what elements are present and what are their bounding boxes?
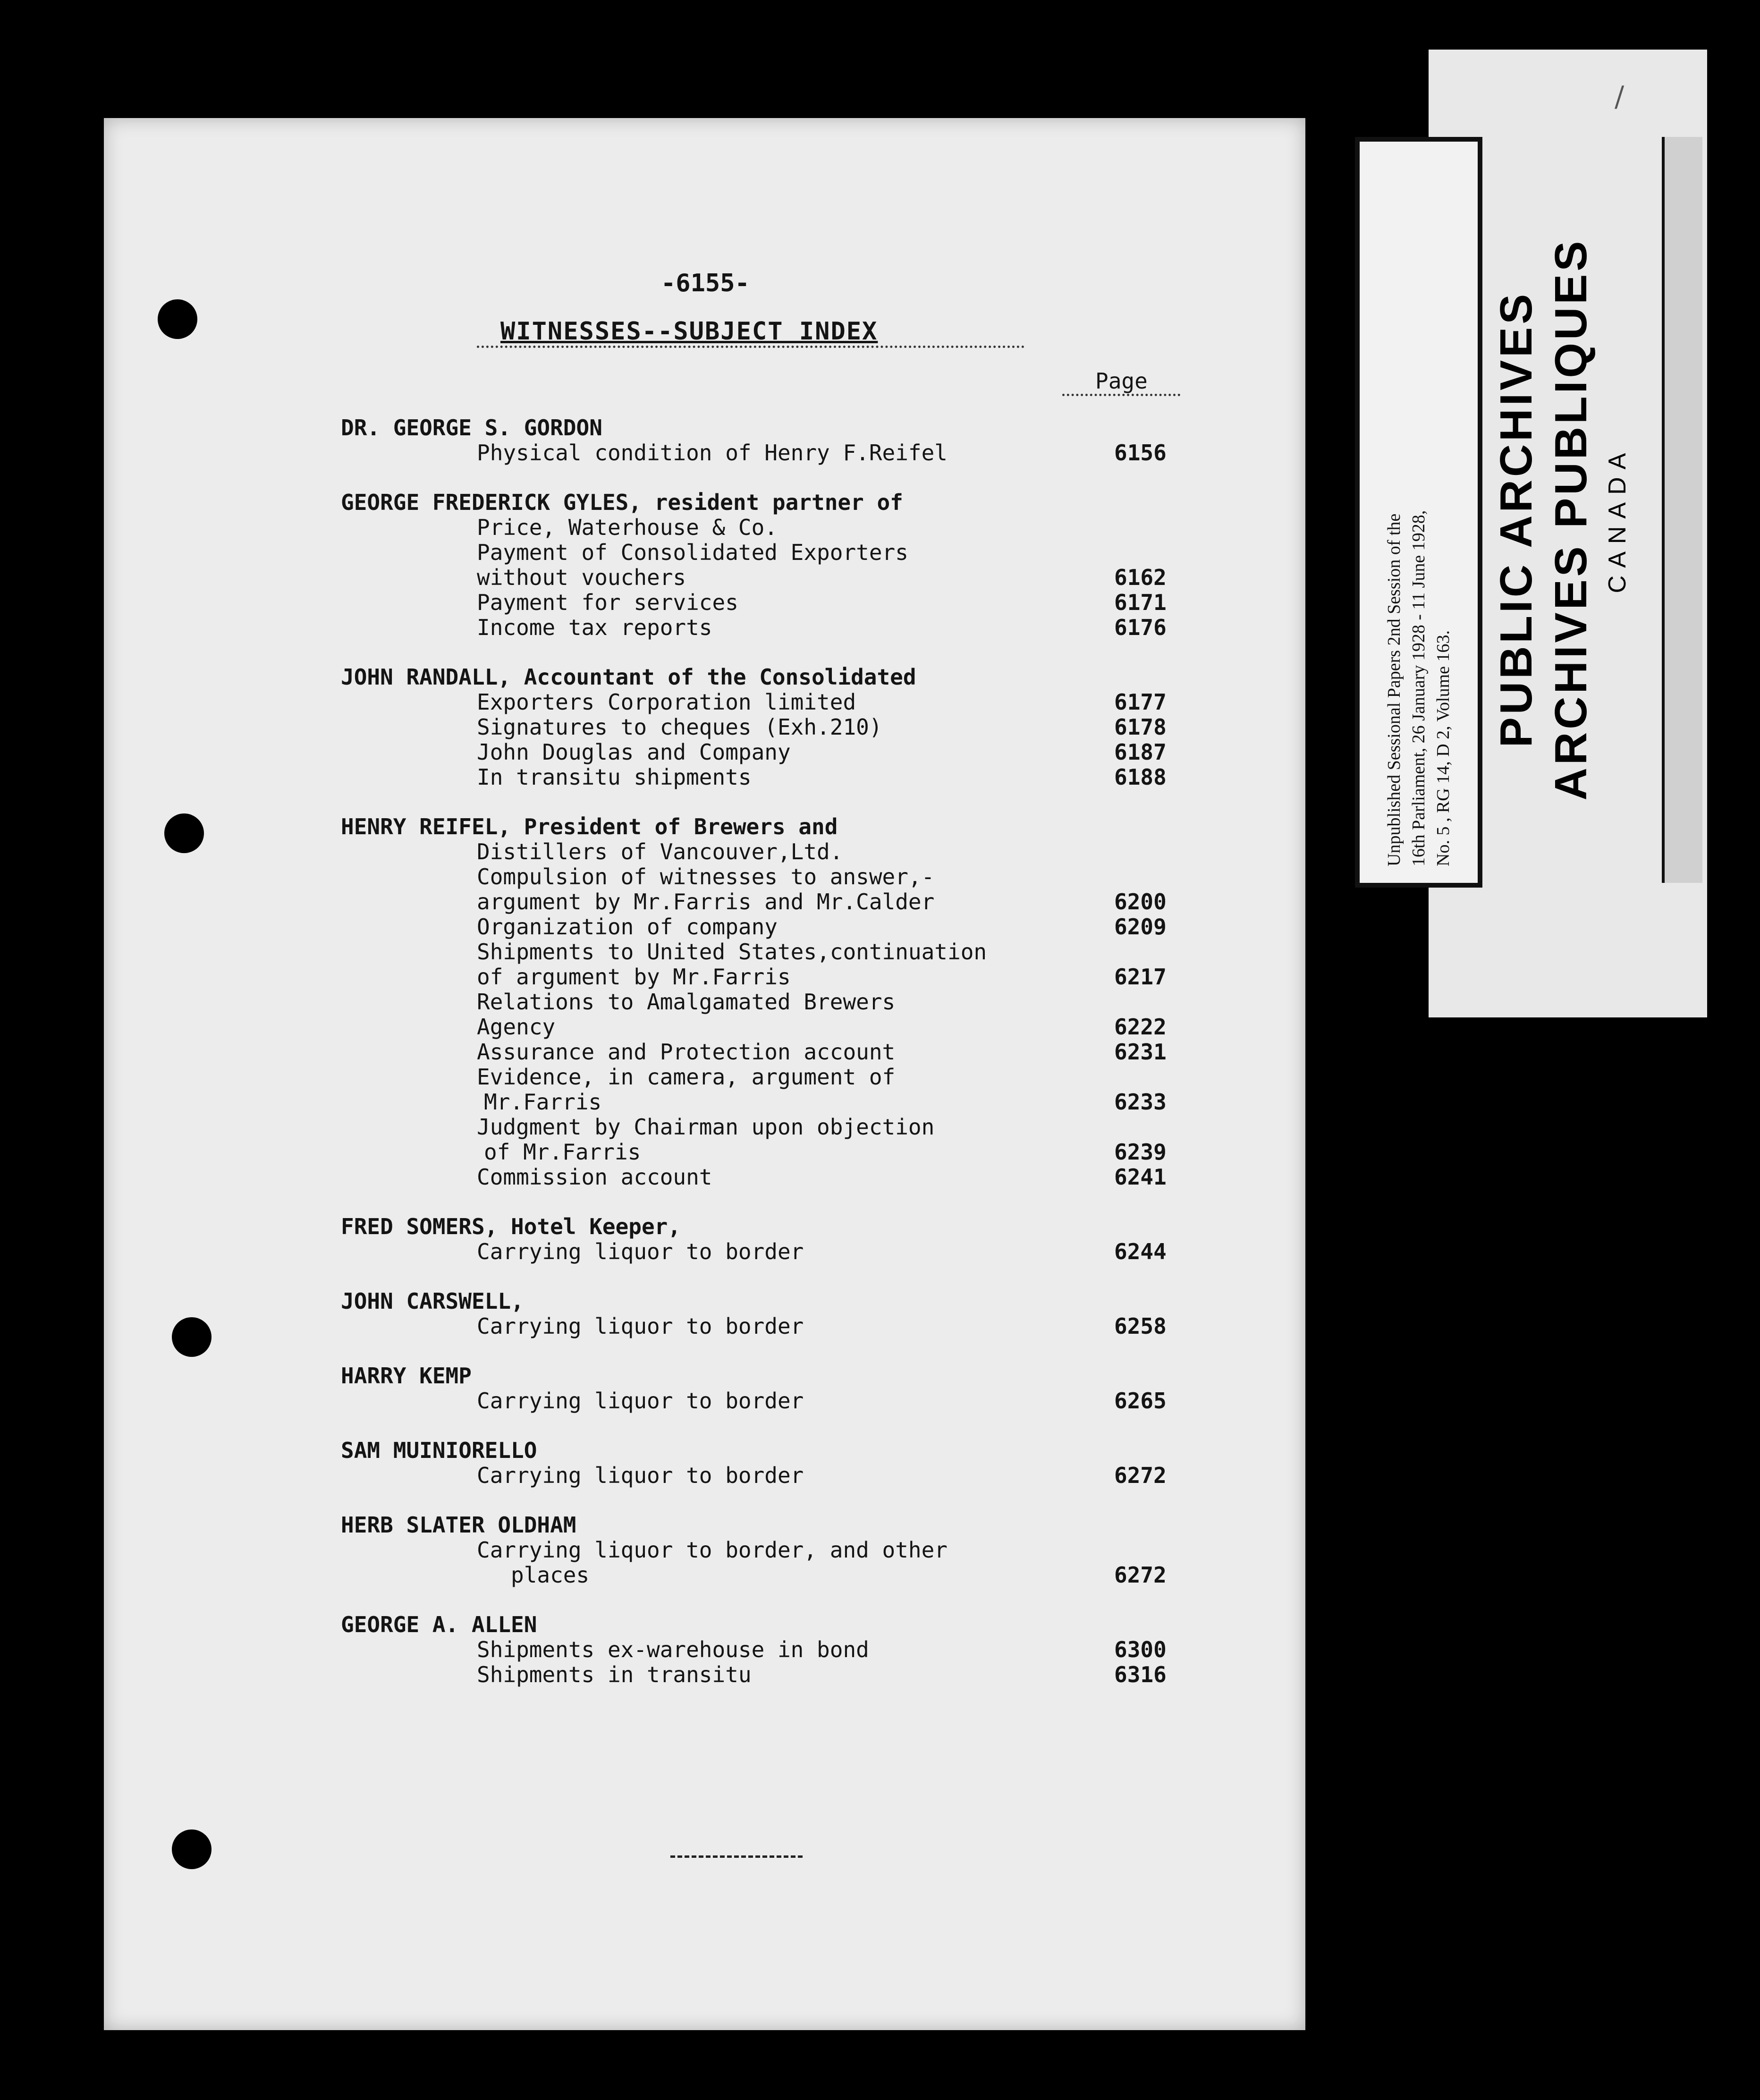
- subject-row: [104, 1389, 1305, 1414]
- title-underline: [477, 346, 1024, 348]
- witness-name: GEORGE FREDERICK GYLES, resident partner of: [341, 490, 903, 515]
- page-ref: 6188: [1114, 764, 1167, 790]
- page-ref: 6233: [1114, 1089, 1167, 1115]
- subject-text: Organization of company: [477, 914, 778, 940]
- subject-row: [104, 940, 1305, 965]
- subject-text: of Mr.Farris: [484, 1139, 641, 1165]
- page-ref: 6258: [1114, 1313, 1167, 1339]
- binder-hole: [172, 1829, 212, 1869]
- subject-row: [104, 1140, 1305, 1165]
- page-ref: 6200: [1114, 889, 1167, 915]
- country-label: CANADA: [1604, 445, 1631, 593]
- subject-text: Commission account: [477, 1164, 712, 1190]
- subject-text: Evidence, in camera, argument of: [477, 1064, 896, 1090]
- index-entry: [104, 1612, 1305, 1687]
- index-entry: [104, 665, 1305, 790]
- reference-text: [1382, 158, 1455, 866]
- page-ref: 6217: [1114, 964, 1167, 990]
- subject-text: Physical condition of Henry F.Reifel: [477, 440, 948, 466]
- reference-line-3: No. 5 , RG 14, D 2, Volume 163.: [1433, 630, 1453, 866]
- reference-label: [1355, 137, 1482, 888]
- subject-text: without vouchers: [477, 565, 686, 590]
- subject-row: [104, 740, 1305, 765]
- subject-row: [104, 1115, 1305, 1140]
- subject-text: Payment of Consolidated Exporters: [477, 540, 908, 565]
- index-entry: [104, 1289, 1305, 1339]
- subject-row: [104, 1239, 1305, 1264]
- subject-row: [104, 540, 1305, 565]
- page-ref: 6231: [1114, 1039, 1167, 1065]
- page-ref: 6300: [1114, 1637, 1167, 1662]
- page-column-heading: Page: [1095, 368, 1148, 394]
- subject-row: [104, 1165, 1305, 1190]
- subject-text: Price, Waterhouse & Co.: [477, 515, 778, 540]
- subject-row: [104, 765, 1305, 790]
- page-ref: 6209: [1114, 914, 1167, 940]
- subject-row: [104, 889, 1305, 915]
- subject-row: [104, 965, 1305, 990]
- subject-text: Carrying liquor to border: [477, 1388, 804, 1414]
- page-ref: 6239: [1114, 1139, 1167, 1165]
- subject-row: [104, 1040, 1305, 1065]
- subject-text: Mr.Farris: [484, 1089, 602, 1115]
- witness-name: HARRY KEMP: [341, 1363, 472, 1389]
- end-rule: [670, 1855, 803, 1858]
- index-entry: [104, 490, 1305, 640]
- subject-row: [104, 715, 1305, 740]
- subject-text: Distillers of Vancouver,Ltd.: [477, 839, 843, 864]
- subject-text: Relations to Amalgamated Brewers: [477, 989, 896, 1015]
- subject-row: [104, 590, 1305, 615]
- page-ref: 6177: [1114, 689, 1167, 715]
- witness-name: HERB SLATER OLDHAM: [341, 1512, 576, 1538]
- index-entry: [104, 1363, 1305, 1414]
- subject-text: argument by Mr.Farris and Mr.Calder: [477, 889, 935, 915]
- subject-row: [104, 1090, 1305, 1115]
- subject-row: [104, 839, 1305, 864]
- subject-row: [104, 1662, 1305, 1687]
- subject-row: [104, 615, 1305, 640]
- card-edge: [1662, 137, 1702, 883]
- page-ref: 6316: [1114, 1662, 1167, 1687]
- subject-text: of argument by Mr.Farris: [477, 964, 791, 990]
- witness-name: GEORGE A. ALLEN: [341, 1612, 537, 1637]
- binder-hole: [158, 299, 197, 339]
- page-ref: 6265: [1114, 1388, 1167, 1414]
- reference-line-1: Unpublished Sessional Papers 2nd Session of the: [1384, 513, 1404, 866]
- corner-mark: /: [1615, 80, 1625, 113]
- index-entry: [104, 415, 1305, 466]
- page-number: -6155-: [661, 269, 750, 297]
- page-ref: 6272: [1114, 1562, 1167, 1588]
- witness-name: DR. GEORGE S. GORDON: [341, 415, 602, 440]
- subject-text: Carrying liquor to border: [477, 1313, 804, 1339]
- index-entry: [104, 1438, 1305, 1488]
- subject-text: places: [511, 1562, 590, 1588]
- subject-row: [104, 1637, 1305, 1662]
- subject-row: [104, 990, 1305, 1015]
- subject-text: Income tax reports: [477, 615, 712, 640]
- subject-row: [104, 565, 1305, 590]
- page-ref: 6178: [1114, 714, 1167, 740]
- subject-text: Payment for services: [477, 590, 738, 615]
- subject-text: Exporters Corporation limited: [477, 689, 856, 715]
- witness-name: JOHN RANDALL, Accountant of the Consolidated: [341, 664, 916, 690]
- agency-french: ARCHIVES PUBLIQUES: [1546, 238, 1596, 801]
- subject-row: [104, 440, 1305, 466]
- archives-stamp: [1489, 212, 1636, 826]
- subject-text: In transitu shipments: [477, 764, 752, 790]
- index-entry: [104, 814, 1305, 1190]
- subject-text: Signatures to cheques (Exh.210): [477, 714, 882, 740]
- page-ref: 6156: [1114, 440, 1167, 466]
- subject-text: Carrying liquor to border: [477, 1463, 804, 1488]
- page-ref: 6272: [1114, 1463, 1167, 1488]
- subject-text: Shipments in transitu: [477, 1662, 752, 1687]
- subject-row: [104, 1314, 1305, 1339]
- page-ref: 6244: [1114, 1239, 1167, 1264]
- subject-row: [104, 915, 1305, 940]
- index-entry: [104, 1513, 1305, 1588]
- subject-row: [104, 1463, 1305, 1488]
- witness-name: SAM MUINIORELLO: [341, 1438, 537, 1463]
- page-ref: 6222: [1114, 1014, 1167, 1040]
- page-ref: 6162: [1114, 565, 1167, 590]
- subject-row: [104, 690, 1305, 715]
- index-entry: [104, 1214, 1305, 1264]
- page-heading-underline: [1062, 394, 1180, 396]
- subject-row: [104, 1065, 1305, 1090]
- witness-name: JOHN CARSWELL,: [341, 1288, 524, 1314]
- subject-text: Compulsion of witnesses to answer,-: [477, 864, 935, 889]
- subject-text: Assurance and Protection account: [477, 1039, 896, 1065]
- subject-text: Carrying liquor to border: [477, 1239, 804, 1264]
- agency-english: PUBLIC ARCHIVES: [1491, 291, 1541, 748]
- subject-row: [104, 515, 1305, 540]
- witness-name: FRED SOMERS, Hotel Keeper,: [341, 1214, 681, 1239]
- subject-text: Carrying liquor to border, and other: [477, 1537, 948, 1563]
- reference-line-2: 16th Parliament, 26 January 1928 - 11 June 1928,: [1409, 510, 1429, 866]
- page-ref: 6171: [1114, 590, 1167, 615]
- page-ref: 6176: [1114, 615, 1167, 640]
- subject-text: John Douglas and Company: [477, 739, 791, 765]
- subject-text: Agency: [477, 1014, 556, 1040]
- subject-text: Judgment by Chairman upon objection: [477, 1114, 935, 1140]
- witness-index-list: [104, 415, 1305, 1712]
- page-ref: 6187: [1114, 739, 1167, 765]
- subject-row: [104, 1015, 1305, 1040]
- subject-text: Shipments ex-warehouse in bond: [477, 1637, 869, 1662]
- subject-row: [104, 864, 1305, 889]
- subject-row: [104, 1538, 1305, 1563]
- witness-name: HENRY REIFEL, President of Brewers and: [341, 814, 838, 839]
- page-ref: 6241: [1114, 1164, 1167, 1190]
- typed-document-page: [104, 118, 1305, 2030]
- subject-row: [104, 1563, 1305, 1588]
- index-title: WITNESSES--SUBJECT INDEX: [500, 317, 878, 346]
- subject-text: Shipments to United States,continuation: [477, 939, 987, 965]
